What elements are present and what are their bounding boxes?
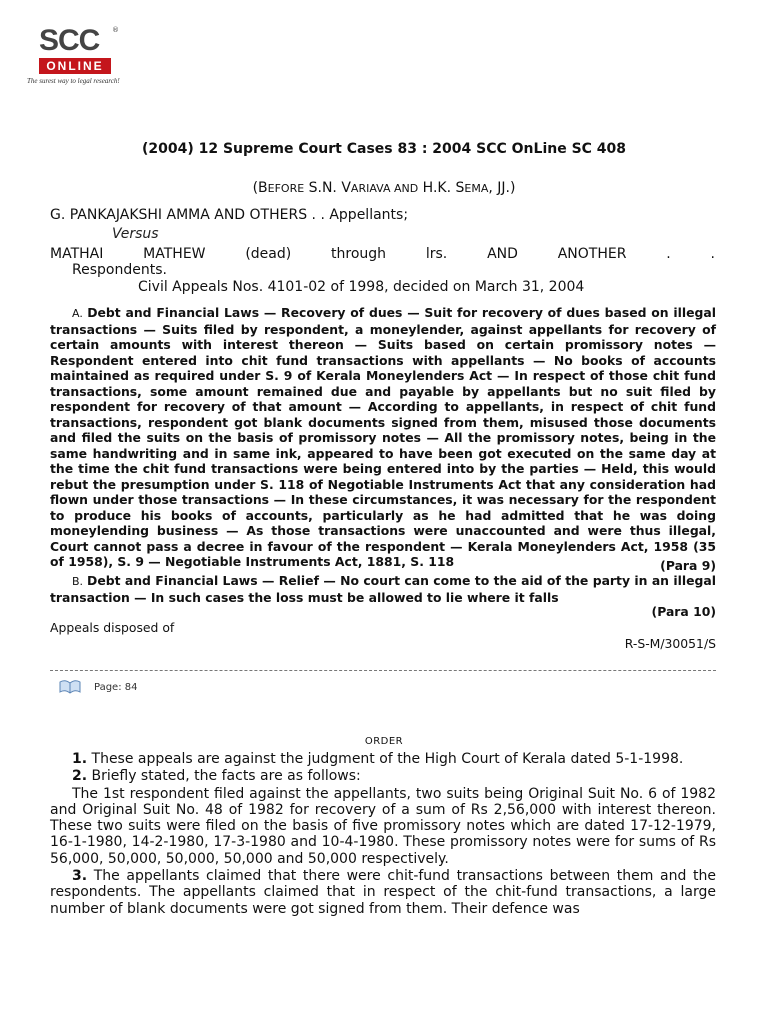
respondent-word: (dead) — [245, 246, 292, 262]
respondent-word: . — [666, 246, 671, 262]
reference-code: R-S-M/30051/S — [624, 636, 716, 651]
logo-band: ONLINE — [39, 58, 111, 74]
paragraph-text: The appellants claimed that there were chit-fund transactions between them and the respondents. The appellants claimed that in respect of the chit-fund transactions, a large number of blank documents were got signed from them. Their defence was — [50, 868, 716, 917]
bench-small-caps: EMA — [464, 182, 489, 195]
paragraph-2 — [50, 768, 716, 784]
logo-brand: SCC — [39, 24, 100, 57]
headnote-letter: B. — [72, 575, 84, 588]
bench-open: (B — [252, 180, 268, 196]
respondent-word: MATHAI — [50, 246, 104, 262]
para-reference: (Para 9) — [660, 558, 716, 573]
headnote-b — [50, 573, 716, 605]
versus-label: Versus — [112, 226, 159, 242]
bench-small-caps: EFORE — [267, 182, 305, 195]
respondents-line — [50, 246, 715, 262]
page-number: Page: 84 — [94, 682, 138, 693]
order-body — [50, 751, 716, 918]
para-reference: (Para 10) — [651, 604, 716, 619]
paragraph-number: 3. — [72, 868, 88, 885]
respondent-word: . — [710, 246, 715, 262]
paragraph-text: These appeals are against the judgment of the High Court of Kerala dated 5-1-1998. — [87, 751, 684, 767]
respondent-word: lrs. — [425, 246, 448, 262]
paragraph-number: 1. — [72, 751, 88, 767]
page-divider — [50, 670, 716, 671]
respondent-word: through — [331, 246, 387, 262]
respondent-word: AND — [487, 246, 518, 262]
citation-title: (2004) 12 Supreme Court Cases 83 : 2004 SCC OnLine SC 408 — [141, 141, 627, 157]
headnote-text: Debt and Financial Laws — Recovery of dues — Suit for recovery of dues based on illegal transactions — Suits filed by respondent, a moneylender, against appellants for recovery of certain amounts with interest thereon — Suits based on certain promissory notes — Respondent entered into chit fund transactions with appellants — No books of accounts maintained as required under S. 9 of Kerala Moneylenders Act — In respect of those chit fund transactions, some amount remained due and payable by appellants but no suit filed by respondent for recovery of that amount — According to appellants, in respect of chit fund transactions, respondent got blank documents signed from them, misused those documents and filed the suits on the basis of promissory notes — All the promissory notes, being in the same handwriting and in same ink, appeared to have been got executed on the same day at the time the chit fund transactions were being entered into by the parties — Held, this would rebut the presumption under S. 118 of Negotiable Instruments Act that any consideration had flown under those transactions — In these circumstances, it was necessary for the respondent to produce his books of accounts, particularly as he had admitted that he was doing moneylending business — As those transactions were unaccounted and were thus illegal, Court cannot pass a decree in favour of the respondent — Kerala Moneylenders Act, 1958 (35 of 1958), S. 9 — Negotiable Instruments Act, 1881, S. 118 — [50, 305, 716, 569]
respondents-role: Respondents. — [72, 262, 167, 278]
disposition: Appeals disposed of — [50, 620, 175, 635]
paragraph-2-continued: The 1st respondent filed against the appellants, two suits being Original Suit No. 6 of 1982 and Original Suit No. 48 of 1982 for recovery of a sum of Rs 2,56,000 with interest thereon. These two suits were filed on the basis of five promissory notes which are dated 17-12-1979, 16-1-1980, 14-2-1980, 17-3-1980 and 10-4-1980. These promissory notes were for sums of Rs 56,000, 50,000, 50,000, 50,000 and 50,000 respectively. — [50, 785, 716, 867]
appellants-line: G. PANKAJAKSHI AMMA AND OTHERS . . Appellants; — [50, 207, 409, 223]
respondent-word: ANOTHER — [557, 246, 627, 262]
appeal-number: Civil Appeals Nos. 4101-02 of 1998, decided on March 31, 2004 — [138, 279, 585, 295]
logo-tagline: The surest way to legal research! — [27, 77, 120, 85]
paragraph-number: 2. — [72, 768, 88, 785]
order-heading: ORDER — [364, 736, 404, 747]
paragraph-1 — [50, 751, 716, 767]
headnote-a — [50, 305, 716, 570]
respondent-word: MATHEW — [143, 246, 206, 262]
headnote-text: Debt and Financial Laws — Relief — No court can come to the aid of the party in an illegal transaction — In such cases the loss must be allowed to lie where it falls — [50, 573, 716, 605]
bench-small-caps: ARIAVA AND — [350, 182, 419, 195]
bench-line — [0, 180, 768, 196]
open-book-icon — [58, 678, 82, 694]
bench-judge-2: H.K. S — [418, 180, 465, 196]
paragraph-3 — [50, 868, 716, 917]
bench-close: , JJ.) — [488, 180, 516, 196]
paragraph-text: Briefly stated, the facts are as follows: — [87, 768, 361, 785]
scc-online-logo — [27, 24, 137, 94]
bench-judge-1: S.N. V — [304, 180, 351, 196]
logo-registered-mark: ® — [112, 26, 119, 34]
headnote-letter: A. — [72, 307, 83, 320]
